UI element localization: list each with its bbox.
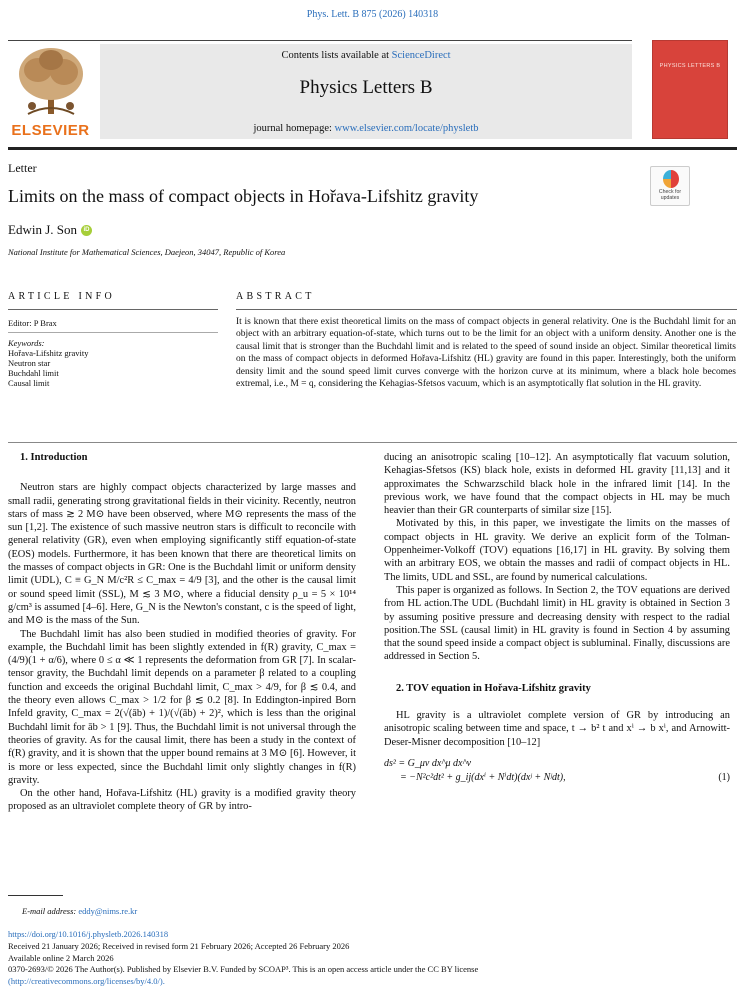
contents-line: [100, 50, 632, 61]
footnote-rule: [8, 895, 63, 896]
paragraph: On the other hand, Hořava-Lifshitz (HL) gravity is a modified gravity theory proposed as an ultraviolet complete theory of GR by intro-: [8, 788, 356, 813]
doi-link: [8, 929, 168, 939]
author-name[interactable]: Edwin J. Son: [8, 222, 77, 237]
paragraph: Neutron stars are highly compact objects characterized by large masses and small radii, generating strong gravitational fields in their vicinity. Recently, neutron stars of mass ≳ 2 M⊙ have been observed, where M⊙ represents the mass of the sun [1,2]. The existence of such massive neutron stars is difficult to reconcile with general relativity (GR), even when employing significantly stiff equation-of-state (EOS) models. Furthermore, it has been known that there are theoretical limits on the masses of compact objects in GR: One is the Buchdahl limit or uniform density limit (UDL), C ≡ G_N M/c²R ≤ C_max = 4/9 [3], and the other is the causal limit or sound speed limit (SSL), M ≲ 3 M⊙, where a fiducial density ρ_u = 5 × 10¹⁴ g/cm³ is assumed [4–6]. Here, G_N is the Newton's constant, c is the speed of light, and M⊙ is the mass of the Sun.: [8, 482, 356, 627]
homepage-line: [100, 123, 632, 134]
abstract-text: It is known that there exist theoretical limits on the mass of compact objects in general relativity. One is the Buchdahl limit for an object with an arbitrary equation-of-state, which turns out to be the limit for an object with a uniform density. Another one is the causal limit that is stronger than the Buchdahl limit and is related to the speed of sound inside an object. Similar theoretical limits on the mass of compact objects in deformed Hořava-Lifshitz (HL) gravity are found in this paper. Interestingly, both the uniform density limit and the sound speed limit curves converge with the horizon curve at its minimum, where a black hole becomes extremal, i.e., M = q, considering the Kehagias-Sfetsos vacuum, which is an asymptotically flat solution in the HL gravity.: [236, 317, 736, 390]
journal-cover-image[interactable]: [652, 40, 728, 139]
available-online: Available online 2 March 2026: [8, 952, 114, 963]
paragraph: The Buchdahl limit has also been studied in modified theories of gravity. For example, the Buchdahl limit has been slightly extended in f(R) gravity, C_max = (4/9)(1 + α/6), where 0 ≤ α ≪ 1 represents the deformation from GR [7]. In scalar-tensor gravity, the Buchdahl limit depends on a parameter β related to a coupling function and exceeds the original Buchdahl limit, C_max > 4/9, for β ≲ 0.4, and the theory even allows C_max > 1/2 for β ≲ 0.2 [8]. In Eddington-inpired Born Infeld gravity, C_max = 2(√(āb) + 1)/(√(āb) + 2)², which is less than the original Buchdahl limit for āb > 1 [9]. Thus, the Buchdahl limit is not universal through the theories of gravity. As for the causal limit, there has been a study in the context of f(R) gravity, and it is shown that the upper bound remains at 3 M⊙ [6]. However, it is more or less expected, since the Buchdahl limit only slightly changes in f(R) gravity.: [8, 628, 356, 786]
journal-reference[interactable]: Phys. Lett. B 875 (2026) 140318: [306, 9, 439, 20]
author-line: [8, 222, 92, 238]
equation-text: = −N²c²dt² + g_ij(dxⁱ + Nⁱdt)(dxʲ + Nʲdt),: [400, 771, 566, 783]
article-title: Limits on the mass of compact objects in Hořava-Lifshitz gravity: [8, 186, 479, 206]
crossmark-button[interactable]: [650, 166, 690, 206]
masthead-top-rule: [8, 40, 632, 41]
equation-number: (1): [718, 771, 730, 783]
elsevier-tree-icon: [8, 44, 93, 120]
article-info-heading: ARTICLE INFO: [8, 291, 116, 302]
paragraph: Motivated by this, in this paper, we investigate the limits on the masses of compact objects in HL gravity. We derive an explicit form of the Tolman-Oppenheimer-Volkoff (TOV) equations [16,17] in HL gravity. By solving them with an arbitrary EOS, we obtain the masses and radii of compact objects in HL. The limits, UDL and SSL, are found by numerical calculations.: [384, 518, 730, 583]
section-heading-introduction: 1. Introduction: [20, 452, 88, 463]
info-rule: [8, 309, 218, 310]
equation-line: [384, 757, 730, 771]
masthead-box: [100, 44, 632, 139]
masthead-bottom-rule: [8, 147, 737, 150]
section-heading-tov: 2. TOV equation in Hořava-Lifshitz gravity: [396, 682, 591, 694]
email-label: E-mail address:: [22, 906, 79, 916]
publisher-wordmark: ELSEVIER: [11, 122, 90, 139]
homepage-prefix: journal homepage:: [253, 123, 335, 134]
sciencedirect-link[interactable]: ScienceDirect: [391, 50, 451, 61]
keyword-item: Neutron star: [8, 358, 51, 368]
doi-url[interactable]: https://doi.org/10.1016/j.physletb.2026.140318: [8, 929, 169, 939]
info-rule-secondary: [8, 332, 218, 333]
author-affiliation: National Institute for Mathematical Sciences, Daejeon, 34047, Republic of Korea: [8, 247, 286, 257]
crossmark-icon: [663, 170, 679, 188]
abstract-rule: [236, 309, 737, 310]
license-text: 0370-2693/© 2026 The Author(s). Published by Elsevier B.V. Funded by SCOAP³. This is an open access article under the CC BY license: [8, 964, 479, 974]
journal-homepage-link[interactable]: www.elsevier.com/locate/physletb: [334, 123, 479, 134]
equation-line: [384, 771, 730, 785]
cover-title: PHYSICS LETTERS B: [659, 63, 721, 69]
article-type: Letter: [8, 161, 37, 175]
email-link[interactable]: eddy@nims.re.kr: [78, 906, 138, 916]
paragraph: This paper is organized as follows. In Section 2, the TOV equations are derived from HL action.The UDL (Buchdahl limit) in HL gravity is obtained in Section 3 by assuming positive pressure and decreasing density with respect to the radial position.The SSL (causal limit) in HL gravity is found in Section 4 by assuming that the sound speed inside a compact object is subluminal. Finally, discussions are addressed in Section 5.: [384, 584, 730, 663]
keyword-item: Buchdahl limit: [8, 368, 59, 378]
received-dates: Received 21 January 2026; Received in revised form 21 February 2026; Accepted 26 February 2026: [8, 941, 350, 951]
editor-line: Editor: P Brax: [8, 318, 57, 328]
article-history: [8, 941, 349, 964]
paragraph: ducing an anisotropic scaling [10–12]. An asymptotically flat vacuum solution, Kehagias-Sfetsos (KS) black hole, exists in deformed HL gravity [11,13] and it approximates the Schwarzschild black hole in the infrared limit [14]. In the previous work, we have found that the compact objects in HL may be much heavier than their GR counterparts of similar size [15].: [384, 452, 730, 517]
license-statement: [8, 964, 728, 987]
email-footnote: [22, 906, 137, 916]
keyword-item: Causal limit: [8, 378, 50, 388]
paragraph: HL gravity is a ultraviolet complete version of GR by introducing an anisotropic scaling between time and space, t → b² t and xⁱ → b xⁱ, and Arnowitt-Deser-Misner decomposition [10–12]: [384, 710, 730, 748]
keywords-label: Keywords:: [8, 338, 45, 348]
journal-title: Physics Letters B: [299, 77, 433, 98]
abstract-heading: ABSTRACT: [236, 291, 315, 302]
body-column-left: [8, 451, 356, 814]
keywords-block: [8, 338, 88, 388]
equation-text: ds² = G_μν dx^μ dx^ν: [384, 757, 472, 769]
crossmark-label: Check for updates: [658, 189, 682, 201]
front-matter-divider: [8, 442, 737, 443]
contents-prefix: Contents lists available at: [281, 50, 392, 61]
keyword-item: Hořava-Lifshitz gravity: [8, 348, 89, 358]
license-link[interactable]: (http://creativecommons.org/licenses/by/4.0/).: [8, 975, 165, 986]
body-column-right: [384, 451, 730, 785]
elsevier-logo[interactable]: [8, 44, 93, 139]
orcid-icon[interactable]: iD: [81, 225, 92, 236]
